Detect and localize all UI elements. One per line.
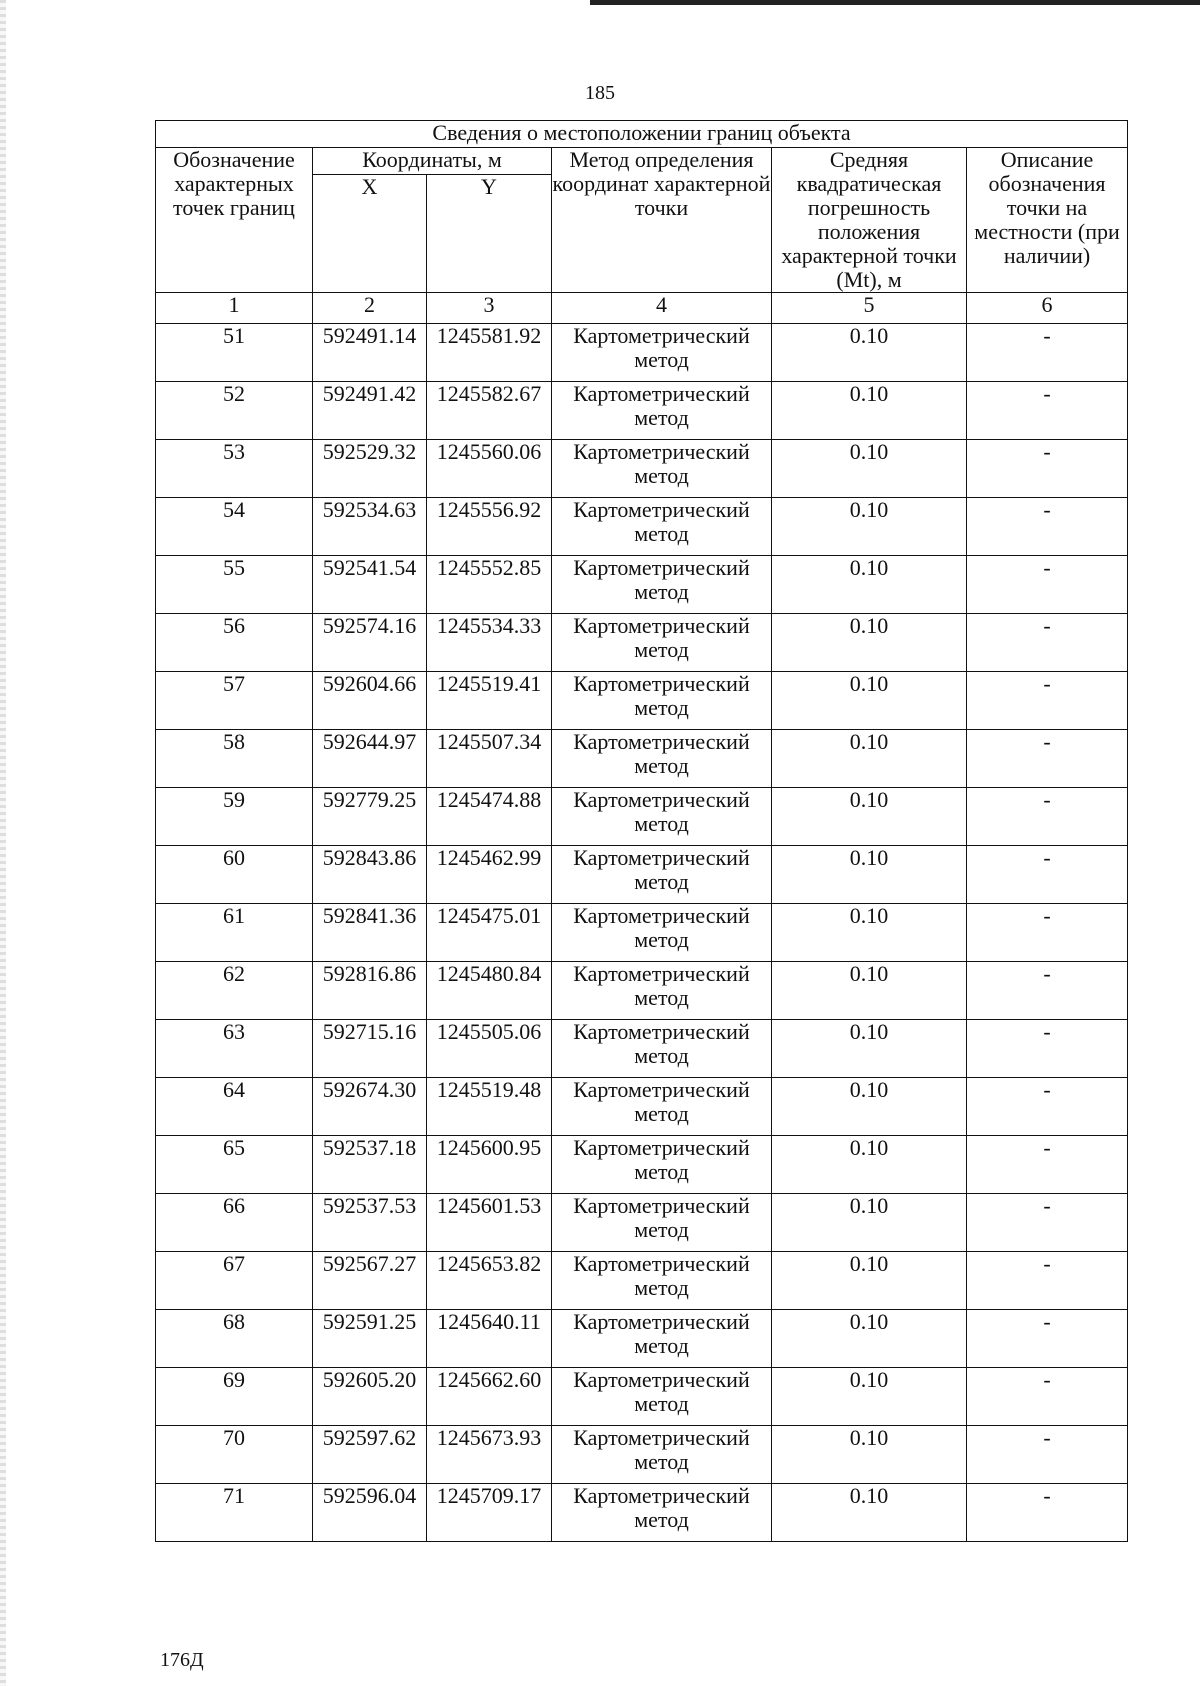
header-description: Описание обозначения точки на местности (при наличии) [967,148,1128,293]
cell-x: 592574.16 [313,614,427,672]
table-row [156,324,1128,382]
cell-description: - [967,730,1128,788]
scan-edge-left [0,0,6,1686]
cell-description: - [967,324,1128,382]
cell-y: 1245474.88 [427,788,552,846]
cell-x: 592597.62 [313,1426,427,1484]
cell-description: - [967,1136,1128,1194]
cell-point: 68 [156,1310,313,1368]
cell-error: 0.10 [772,1194,967,1252]
cell-description: - [967,672,1128,730]
cell-point: 71 [156,1484,313,1542]
cell-error: 0.10 [772,440,967,498]
page-number: 185 [585,82,615,104]
cell-x: 592596.04 [313,1484,427,1542]
table-row [156,556,1128,614]
cell-method: Картометрический метод [552,904,772,962]
column-number: 2 [313,293,427,324]
cell-x: 592644.97 [313,730,427,788]
cell-point: 53 [156,440,313,498]
cell-error: 0.10 [772,1136,967,1194]
cell-y: 1245581.92 [427,324,552,382]
cell-point: 66 [156,1194,313,1252]
table-row [156,788,1128,846]
cell-x: 592605.20 [313,1368,427,1426]
cell-description: - [967,904,1128,962]
cell-x: 592491.14 [313,324,427,382]
cell-x: 592591.25 [313,1310,427,1368]
cell-error: 0.10 [772,1078,967,1136]
table-row [156,672,1128,730]
cell-x: 592537.18 [313,1136,427,1194]
cell-y: 1245507.34 [427,730,552,788]
cell-x: 592779.25 [313,788,427,846]
cell-point: 58 [156,730,313,788]
cell-method: Картометрический метод [552,498,772,556]
cell-x: 592715.16 [313,1020,427,1078]
cell-error: 0.10 [772,1020,967,1078]
cell-point: 52 [156,382,313,440]
cell-description: - [967,498,1128,556]
cell-x: 592529.32 [313,440,427,498]
cell-y: 1245556.92 [427,498,552,556]
table-row [156,1426,1128,1484]
cell-description: - [967,1426,1128,1484]
cell-y: 1245653.82 [427,1252,552,1310]
cell-method: Картометрический метод [552,1310,772,1368]
cell-method: Картометрический метод [552,1136,772,1194]
cell-x: 592491.42 [313,382,427,440]
cell-method: Картометрический метод [552,382,772,440]
column-numbers-row [156,293,1128,324]
cell-description: - [967,962,1128,1020]
table-row [156,1310,1128,1368]
cell-y: 1245709.17 [427,1484,552,1542]
table-title-row [156,121,1128,148]
cell-description: - [967,1368,1128,1426]
cell-method: Картометрический метод [552,962,772,1020]
cell-error: 0.10 [772,382,967,440]
cell-method: Картометрический метод [552,440,772,498]
boundary-coordinates-table [155,120,1128,1542]
cell-description: - [967,556,1128,614]
cell-point: 59 [156,788,313,846]
scan-edge-top [590,0,1200,5]
cell-description: - [967,382,1128,440]
cell-error: 0.10 [772,788,967,846]
cell-description: - [967,1020,1128,1078]
cell-method: Картометрический метод [552,1426,772,1484]
column-number: 3 [427,293,552,324]
cell-y: 1245505.06 [427,1020,552,1078]
cell-y: 1245662.60 [427,1368,552,1426]
cell-description: - [967,1252,1128,1310]
cell-x: 592541.54 [313,556,427,614]
table-row [156,614,1128,672]
cell-y: 1245519.48 [427,1078,552,1136]
table-row [156,1136,1128,1194]
cell-y: 1245673.93 [427,1426,552,1484]
table-row [156,1020,1128,1078]
header-error: Средняя квадратическая погрешность положения характерной точки (Mt), м [772,148,967,293]
cell-y: 1245560.06 [427,440,552,498]
cell-point: 54 [156,498,313,556]
cell-error: 0.10 [772,324,967,382]
cell-point: 51 [156,324,313,382]
cell-y: 1245600.95 [427,1136,552,1194]
table-title: Сведения о местоположении границ объекта [156,121,1128,148]
cell-error: 0.10 [772,904,967,962]
cell-point: 57 [156,672,313,730]
cell-error: 0.10 [772,1310,967,1368]
cell-x: 592567.27 [313,1252,427,1310]
cell-point: 63 [156,1020,313,1078]
cell-x: 592843.86 [313,846,427,904]
cell-x: 592537.53 [313,1194,427,1252]
cell-method: Картометрический метод [552,1368,772,1426]
cell-error: 0.10 [772,614,967,672]
cell-description: - [967,788,1128,846]
cell-y: 1245480.84 [427,962,552,1020]
cell-method: Картометрический метод [552,788,772,846]
cell-point: 67 [156,1252,313,1310]
cell-y: 1245534.33 [427,614,552,672]
table-row [156,1078,1128,1136]
header-y: Y [427,175,552,293]
cell-point: 70 [156,1426,313,1484]
header-row-1 [156,148,1128,175]
cell-y: 1245601.53 [427,1194,552,1252]
cell-description: - [967,1310,1128,1368]
cell-error: 0.10 [772,1252,967,1310]
cell-x: 592674.30 [313,1078,427,1136]
table-row [156,904,1128,962]
column-number: 1 [156,293,313,324]
table-row [156,962,1128,1020]
cell-description: - [967,846,1128,904]
cell-y: 1245519.41 [427,672,552,730]
cell-y: 1245552.85 [427,556,552,614]
cell-x: 592534.63 [313,498,427,556]
cell-x: 592816.86 [313,962,427,1020]
table-row [156,846,1128,904]
column-number: 4 [552,293,772,324]
cell-error: 0.10 [772,962,967,1020]
cell-point: 69 [156,1368,313,1426]
table-row [156,382,1128,440]
cell-description: - [967,440,1128,498]
cell-y: 1245582.67 [427,382,552,440]
cell-method: Картометрический метод [552,1194,772,1252]
cell-description: - [967,1078,1128,1136]
cell-method: Картометрический метод [552,614,772,672]
cell-point: 65 [156,1136,313,1194]
cell-point: 56 [156,614,313,672]
header-method: Метод определения координат характерной точки [552,148,772,293]
cell-point: 60 [156,846,313,904]
cell-description: - [967,1484,1128,1542]
cell-method: Картометрический метод [552,1020,772,1078]
cell-error: 0.10 [772,556,967,614]
cell-x: 592841.36 [313,904,427,962]
cell-method: Картометрический метод [552,672,772,730]
cell-y: 1245475.01 [427,904,552,962]
table-row [156,1368,1128,1426]
cell-point: 62 [156,962,313,1020]
cell-method: Картометрический метод [552,1252,772,1310]
header-point-designation: Обозначение характерных точек границ [156,148,313,293]
cell-x: 592604.66 [313,672,427,730]
table-row [156,730,1128,788]
cell-error: 0.10 [772,730,967,788]
cell-y: 1245640.11 [427,1310,552,1368]
column-number: 6 [967,293,1128,324]
cell-error: 0.10 [772,672,967,730]
cell-y: 1245462.99 [427,846,552,904]
header-coordinates: Координаты, м [313,148,552,175]
header-x: X [313,175,427,293]
cell-point: 61 [156,904,313,962]
cell-error: 0.10 [772,1368,967,1426]
table-row [156,1252,1128,1310]
cell-error: 0.10 [772,846,967,904]
cell-error: 0.10 [772,1484,967,1542]
cell-description: - [967,614,1128,672]
document-code: 176Д [160,1649,204,1671]
cell-point: 64 [156,1078,313,1136]
cell-method: Картометрический метод [552,1078,772,1136]
table-row [156,440,1128,498]
column-number: 5 [772,293,967,324]
cell-point: 55 [156,556,313,614]
table-row [156,1194,1128,1252]
cell-method: Картометрический метод [552,730,772,788]
table-row [156,1484,1128,1542]
table-row [156,498,1128,556]
cell-method: Картометрический метод [552,324,772,382]
cell-method: Картометрический метод [552,846,772,904]
cell-description: - [967,1194,1128,1252]
cell-error: 0.10 [772,498,967,556]
cell-method: Картометрический метод [552,1484,772,1542]
cell-method: Картометрический метод [552,556,772,614]
cell-error: 0.10 [772,1426,967,1484]
